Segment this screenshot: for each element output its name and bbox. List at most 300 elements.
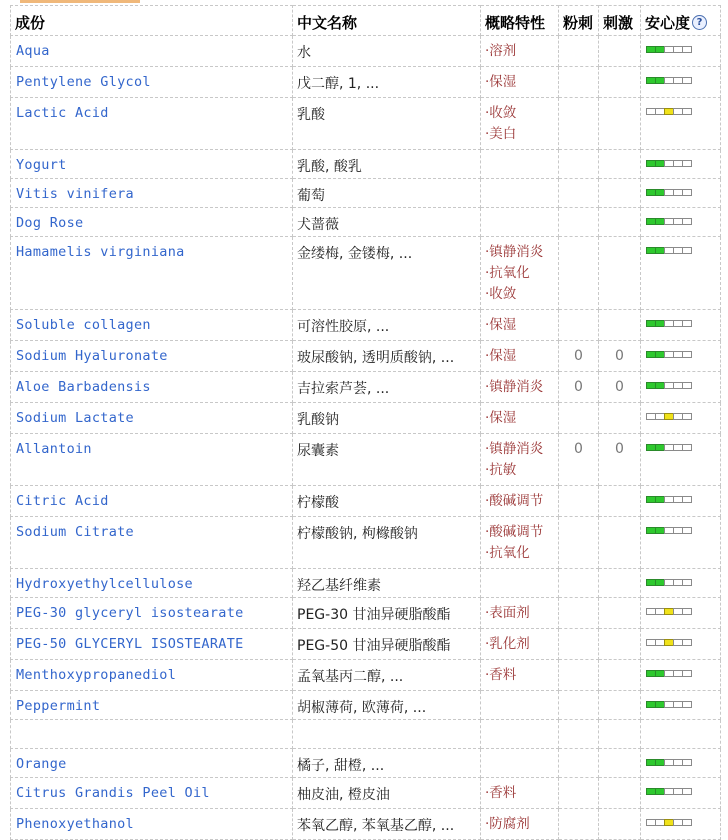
acne-value (559, 660, 598, 667)
acne-cell (559, 98, 599, 150)
table-row (11, 208, 721, 237)
table-row (11, 237, 721, 310)
property-tag[interactable]: · 镇静消炎 (485, 439, 558, 460)
safety-meter-segment (682, 320, 692, 327)
ingredient-cell (11, 517, 293, 569)
chinese-name-cell (293, 179, 481, 208)
ingredient-link[interactable]: Vitis vinifera (16, 186, 134, 202)
acne-value (559, 809, 598, 816)
acne-value: 0 (574, 379, 583, 395)
safety-cell (641, 310, 721, 341)
properties-cell (481, 629, 559, 660)
chinese-name-cell (293, 778, 481, 809)
acne-cell (559, 691, 599, 720)
header-chinese-name: 中文名称 (293, 6, 481, 36)
chinese-name: 孟氧基丙二醇, ... (297, 669, 404, 685)
property-tag[interactable]: · 收敛 (485, 103, 558, 124)
table-row (11, 691, 721, 720)
ingredient-link[interactable]: Sodium Lactate (16, 410, 134, 426)
acne-cell (559, 208, 599, 237)
chinese-name: 乳酸, 酸乳 (297, 159, 362, 175)
acne-cell (559, 720, 599, 749)
table-row (11, 720, 721, 749)
irritation-value (599, 67, 640, 74)
acne-value (559, 486, 598, 493)
ingredient-cell (11, 778, 293, 809)
table-row (11, 778, 721, 809)
header-safety-label: 安心度 (645, 13, 691, 32)
chinese-name-cell (293, 434, 481, 486)
chinese-name: 可溶性胶原, ... (297, 319, 390, 335)
safety-meter-segment (682, 670, 692, 677)
chinese-name: 柠檬酸 (297, 495, 339, 511)
acne-cell (559, 403, 599, 434)
irritation-value: 0 (615, 348, 624, 364)
safety-meter-segment (682, 608, 692, 615)
safety-meter-segment (682, 639, 692, 646)
acne-cell (559, 809, 599, 840)
chinese-name-cell (293, 67, 481, 98)
ingredient-cell (11, 486, 293, 517)
safety-cell (641, 598, 721, 629)
properties-cell (481, 372, 559, 403)
ingredient-link[interactable]: Aqua (16, 43, 50, 59)
acne-cell (559, 67, 599, 98)
safety-meter (646, 496, 720, 503)
safety-cell (641, 691, 721, 720)
chinese-name-cell (293, 598, 481, 629)
safety-meter-segment (682, 579, 692, 586)
acne-value (559, 67, 598, 74)
safety-meter-segment (682, 496, 692, 503)
property-tag[interactable]: · 抗敏 (485, 460, 558, 481)
table-row (11, 98, 721, 150)
safety-cell (641, 778, 721, 809)
chinese-name-cell (293, 237, 481, 310)
chinese-name (293, 720, 480, 726)
irritation-cell (599, 660, 641, 691)
acne-value (559, 310, 598, 317)
irritation-cell (599, 179, 641, 208)
irritation-cell (599, 208, 641, 237)
safety-meter (646, 218, 720, 225)
irritation-value (599, 809, 640, 816)
ingredient-link[interactable]: Orange (16, 756, 67, 772)
chinese-name: 橘子, 甜橙, ... (297, 758, 385, 774)
irritation-cell (599, 598, 641, 629)
acne-value: 0 (574, 441, 583, 457)
safety-meter-segment (682, 382, 692, 389)
acne-cell (559, 372, 599, 403)
ingredient-cell (11, 372, 293, 403)
table-row (11, 517, 721, 569)
ingredient-table (10, 5, 721, 840)
ingredient-cell (11, 310, 293, 341)
irritation-value (599, 660, 640, 667)
safety-cell (641, 517, 721, 569)
ingredient-cell (11, 809, 293, 840)
acne-cell (559, 179, 599, 208)
ingredient-link[interactable] (11, 720, 292, 727)
irritation-value (599, 310, 640, 317)
properties-cell (481, 403, 559, 434)
chinese-name-cell (293, 749, 481, 778)
ingredient-cell (11, 749, 293, 778)
table-row (11, 403, 721, 434)
table-row (11, 809, 721, 840)
header-ingredient: 成份 (11, 6, 293, 36)
properties-cell (481, 809, 559, 840)
safety-meter (646, 413, 720, 420)
safety-meter-segment (682, 189, 692, 196)
ingredient-link[interactable]: Sodium Citrate (16, 524, 134, 540)
table-row (11, 598, 721, 629)
table-row (11, 749, 721, 778)
properties-cell (481, 67, 559, 98)
safety-cell (641, 569, 721, 598)
safety-cell (641, 98, 721, 150)
chinese-name: 水 (297, 45, 311, 61)
safety-meter-segment (682, 444, 692, 451)
ingredient-link[interactable]: Menthoxypropanediol (16, 667, 177, 683)
table-row (11, 36, 721, 67)
safety-meter-segment (682, 788, 692, 795)
chinese-name-cell (293, 517, 481, 569)
irritation-cell (599, 809, 641, 840)
chinese-name: 金缕梅, 金镂梅, ... (297, 246, 413, 262)
chinese-name-cell (293, 809, 481, 840)
safety-cell (641, 67, 721, 98)
ingredient-link[interactable]: Peppermint (16, 698, 101, 714)
property-tag[interactable]: · 乳化剂 (485, 634, 558, 655)
property-tag[interactable]: · 溶剂 (485, 41, 558, 62)
table-row (11, 629, 721, 660)
acne-cell (559, 517, 599, 569)
property-tag[interactable]: · 保湿 (485, 346, 558, 367)
ingredient-link[interactable]: Pentylene Glycol (16, 74, 151, 90)
ingredient-cell (11, 598, 293, 629)
ingredient-link[interactable]: PEG-50 GLYCERYL ISOSTEARATE (16, 636, 244, 652)
irritation-cell (599, 486, 641, 517)
ingredient-link[interactable]: Allantoin (16, 441, 92, 457)
irritation-cell (599, 720, 641, 749)
ingredient-cell (11, 98, 293, 150)
table-row (11, 372, 721, 403)
chinese-name-cell (293, 208, 481, 237)
property-tag[interactable]: · 保湿 (485, 72, 558, 93)
safety-meter-segment (682, 351, 692, 358)
safety-meter-segment (682, 527, 692, 534)
table-row (11, 569, 721, 598)
ingredient-link[interactable]: Lactic Acid (16, 105, 109, 121)
safety-meter (646, 189, 720, 196)
irritation-value (599, 150, 640, 157)
safety-meter (646, 320, 720, 327)
ingredient-link[interactable]: Aloe Barbadensis (16, 379, 151, 395)
chinese-name-cell (293, 403, 481, 434)
acne-cell (559, 778, 599, 809)
irritation-cell (599, 310, 641, 341)
acne-value (559, 517, 598, 524)
irritation-value (599, 517, 640, 524)
safety-meter (646, 819, 720, 826)
ingredient-link[interactable]: Dog Rose (16, 215, 84, 231)
irritation-value (599, 778, 640, 785)
chinese-name: 乳酸钠 (297, 412, 339, 428)
header-acne: 粉刺 (559, 6, 599, 36)
safety-cell (641, 720, 721, 749)
chinese-name-cell (293, 98, 481, 150)
ingredient-cell (11, 434, 293, 486)
irritation-cell (599, 403, 641, 434)
property-tag[interactable]: · 表面剂 (485, 603, 558, 624)
ingredient-link[interactable]: Sodium Hyaluronate (16, 348, 168, 364)
safety-meter (646, 351, 720, 358)
chinese-name-cell (293, 36, 481, 67)
ingredient-cell (11, 341, 293, 372)
irritation-value (599, 36, 640, 43)
safety-meter-segment (682, 413, 692, 420)
safety-meter-segment (682, 218, 692, 225)
ingredient-link[interactable]: Hydroxyethylcellulose (16, 576, 193, 592)
irritation-value (599, 208, 640, 215)
ingredient-link[interactable]: Hamamelis virginiana (16, 244, 185, 260)
properties-cell (481, 179, 559, 208)
irritation-value (599, 98, 640, 105)
property-tag[interactable]: · 保湿 (485, 408, 558, 429)
chinese-name-cell (293, 341, 481, 372)
chinese-name-cell (293, 372, 481, 403)
chinese-name-cell (293, 691, 481, 720)
safety-meter-segment (682, 46, 692, 53)
properties-cell (481, 36, 559, 67)
irritation-value (599, 749, 640, 756)
properties-cell (481, 691, 559, 720)
safety-cell (641, 486, 721, 517)
irritation-cell (599, 749, 641, 778)
header-safety (641, 6, 721, 36)
acne-value (559, 749, 598, 756)
help-icon[interactable]: ? (692, 15, 707, 30)
safety-cell (641, 749, 721, 778)
chinese-name-cell (293, 486, 481, 517)
acne-cell (559, 486, 599, 517)
irritation-value (599, 569, 640, 576)
chinese-name: 犬蔷薇 (297, 217, 339, 233)
chinese-name: 羟乙基纤维素 (297, 578, 381, 594)
properties-cell (481, 150, 559, 179)
ingredient-cell (11, 67, 293, 98)
property-tag[interactable]: · 保湿 (485, 315, 558, 336)
safety-meter (646, 670, 720, 677)
acne-value (559, 98, 598, 105)
irritation-cell (599, 569, 641, 598)
chinese-name: PEG-30 甘油异硬脂酸酯 (297, 607, 451, 623)
ingredient-rows (11, 36, 721, 840)
irritation-cell (599, 778, 641, 809)
table-row (11, 486, 721, 517)
acne-value (559, 208, 598, 215)
irritation-cell (599, 434, 641, 486)
property-tag[interactable]: · 酸碱调节 (485, 522, 558, 543)
chinese-name-cell (293, 720, 481, 749)
safety-meter-segment (682, 160, 692, 167)
acne-value (559, 569, 598, 576)
properties-cell (481, 237, 559, 310)
properties-cell (481, 341, 559, 372)
chinese-name: 柚皮油, 橙皮油 (297, 787, 390, 803)
table-row (11, 660, 721, 691)
safety-cell (641, 372, 721, 403)
irritation-value (599, 486, 640, 493)
safety-meter (646, 382, 720, 389)
property-tag[interactable]: · 香料 (485, 783, 558, 804)
chinese-name: 苯氧乙醇, 苯氧基乙醇, ... (297, 818, 455, 834)
safety-cell (641, 434, 721, 486)
irritation-value (599, 691, 640, 698)
irritation-cell (599, 98, 641, 150)
property-tag[interactable]: · 抗氧化 (485, 263, 558, 284)
chinese-name-cell (293, 310, 481, 341)
properties-cell (481, 208, 559, 237)
chinese-name: 尿囊素 (297, 443, 339, 459)
chinese-name: 胡椒薄荷, 欧薄荷, ... (297, 700, 427, 716)
property-tag[interactable]: · 美白 (485, 124, 558, 145)
ingredient-link[interactable]: Phenoxyethanol (16, 816, 134, 832)
property-tag[interactable]: · 抗氧化 (485, 543, 558, 564)
property-tag[interactable]: · 镇静消炎 (485, 377, 558, 398)
safety-meter (646, 77, 720, 84)
irritation-cell (599, 237, 641, 310)
property-tag[interactable]: · 收敛 (485, 284, 558, 305)
safety-meter-segment (682, 819, 692, 826)
chinese-name: 柠檬酸钠, 枸橼酸钠 (297, 526, 418, 542)
irritation-value (599, 629, 640, 636)
acne-value (559, 598, 598, 605)
ingredient-cell (11, 179, 293, 208)
irritation-value (599, 237, 640, 244)
safety-meter (646, 701, 720, 708)
acne-value (559, 179, 598, 186)
chinese-name: 葡萄 (297, 188, 325, 204)
header-properties: 概略特性 (481, 6, 559, 36)
ingredient-cell (11, 720, 293, 749)
acne-value (559, 237, 598, 244)
safety-meter-segment (682, 247, 692, 254)
acne-value (559, 403, 598, 410)
safety-meter (646, 108, 720, 115)
irritation-cell (599, 150, 641, 179)
acne-value (559, 691, 598, 698)
irritation-value: 0 (615, 441, 624, 457)
safety-cell (641, 809, 721, 840)
ingredient-cell (11, 36, 293, 67)
ingredient-link[interactable]: Citrus Grandis Peel Oil (16, 785, 210, 801)
ingredient-cell (11, 208, 293, 237)
safety-meter (646, 247, 720, 254)
properties-cell (481, 720, 559, 749)
properties-cell (481, 598, 559, 629)
irritation-value (599, 179, 640, 186)
safety-meter (646, 759, 720, 766)
safety-cell (641, 208, 721, 237)
safety-meter (646, 788, 720, 795)
acne-cell (559, 629, 599, 660)
acne-value: 0 (574, 348, 583, 364)
chinese-name-cell (293, 660, 481, 691)
irritation-value (599, 598, 640, 605)
ingredient-cell (11, 660, 293, 691)
ingredient-link[interactable]: Yogurt (16, 157, 67, 173)
property-tag[interactable]: · 防腐剂 (485, 814, 558, 835)
irritation-cell (599, 629, 641, 660)
acne-cell (559, 310, 599, 341)
ingredient-link[interactable]: PEG-30 glyceryl isostearate (16, 605, 244, 621)
properties-cell (481, 98, 559, 150)
acne-value (559, 778, 598, 785)
irritation-cell (599, 372, 641, 403)
property-tag[interactable]: · 酸碱调节 (485, 491, 558, 512)
properties-cell (481, 749, 559, 778)
irritation-value: 0 (615, 379, 624, 395)
properties-cell (481, 486, 559, 517)
safety-meter (646, 608, 720, 615)
top-accent-bar (20, 0, 140, 3)
chinese-name-cell (293, 150, 481, 179)
safety-cell (641, 36, 721, 67)
properties-cell (481, 569, 559, 598)
table-row (11, 179, 721, 208)
properties-cell (481, 778, 559, 809)
property-tag[interactable]: · 镇静消炎 (485, 242, 558, 263)
safety-cell (641, 341, 721, 372)
irritation-cell (599, 67, 641, 98)
ingredient-link[interactable]: Citric Acid (16, 493, 109, 509)
irritation-cell (599, 36, 641, 67)
acne-value (559, 150, 598, 157)
acne-value (559, 629, 598, 636)
acne-value (559, 720, 598, 727)
irritation-value (599, 403, 640, 410)
safety-meter-segment (682, 77, 692, 84)
properties-cell (481, 310, 559, 341)
acne-cell (559, 749, 599, 778)
irritation-cell (599, 517, 641, 569)
irritation-value (599, 720, 640, 727)
ingredient-cell (11, 691, 293, 720)
irritation-cell (599, 691, 641, 720)
chinese-name: 戊二醇, 1, ... (297, 76, 380, 92)
acne-cell (559, 434, 599, 486)
irritation-cell (599, 341, 641, 372)
chinese-name: 吉拉索芦荟, ... (297, 381, 390, 397)
header-irritation: 刺激 (599, 6, 641, 36)
ingredient-link[interactable]: Soluble collagen (16, 317, 151, 333)
safety-cell (641, 403, 721, 434)
safety-meter (646, 527, 720, 534)
acne-cell (559, 150, 599, 179)
property-tag[interactable]: · 香料 (485, 665, 558, 686)
safety-cell (641, 660, 721, 691)
safety-meter-segment (682, 759, 692, 766)
properties-cell (481, 517, 559, 569)
table-row (11, 434, 721, 486)
ingredient-cell (11, 569, 293, 598)
ingredient-cell (11, 629, 293, 660)
acne-cell (559, 569, 599, 598)
acne-cell (559, 598, 599, 629)
safety-cell (641, 150, 721, 179)
